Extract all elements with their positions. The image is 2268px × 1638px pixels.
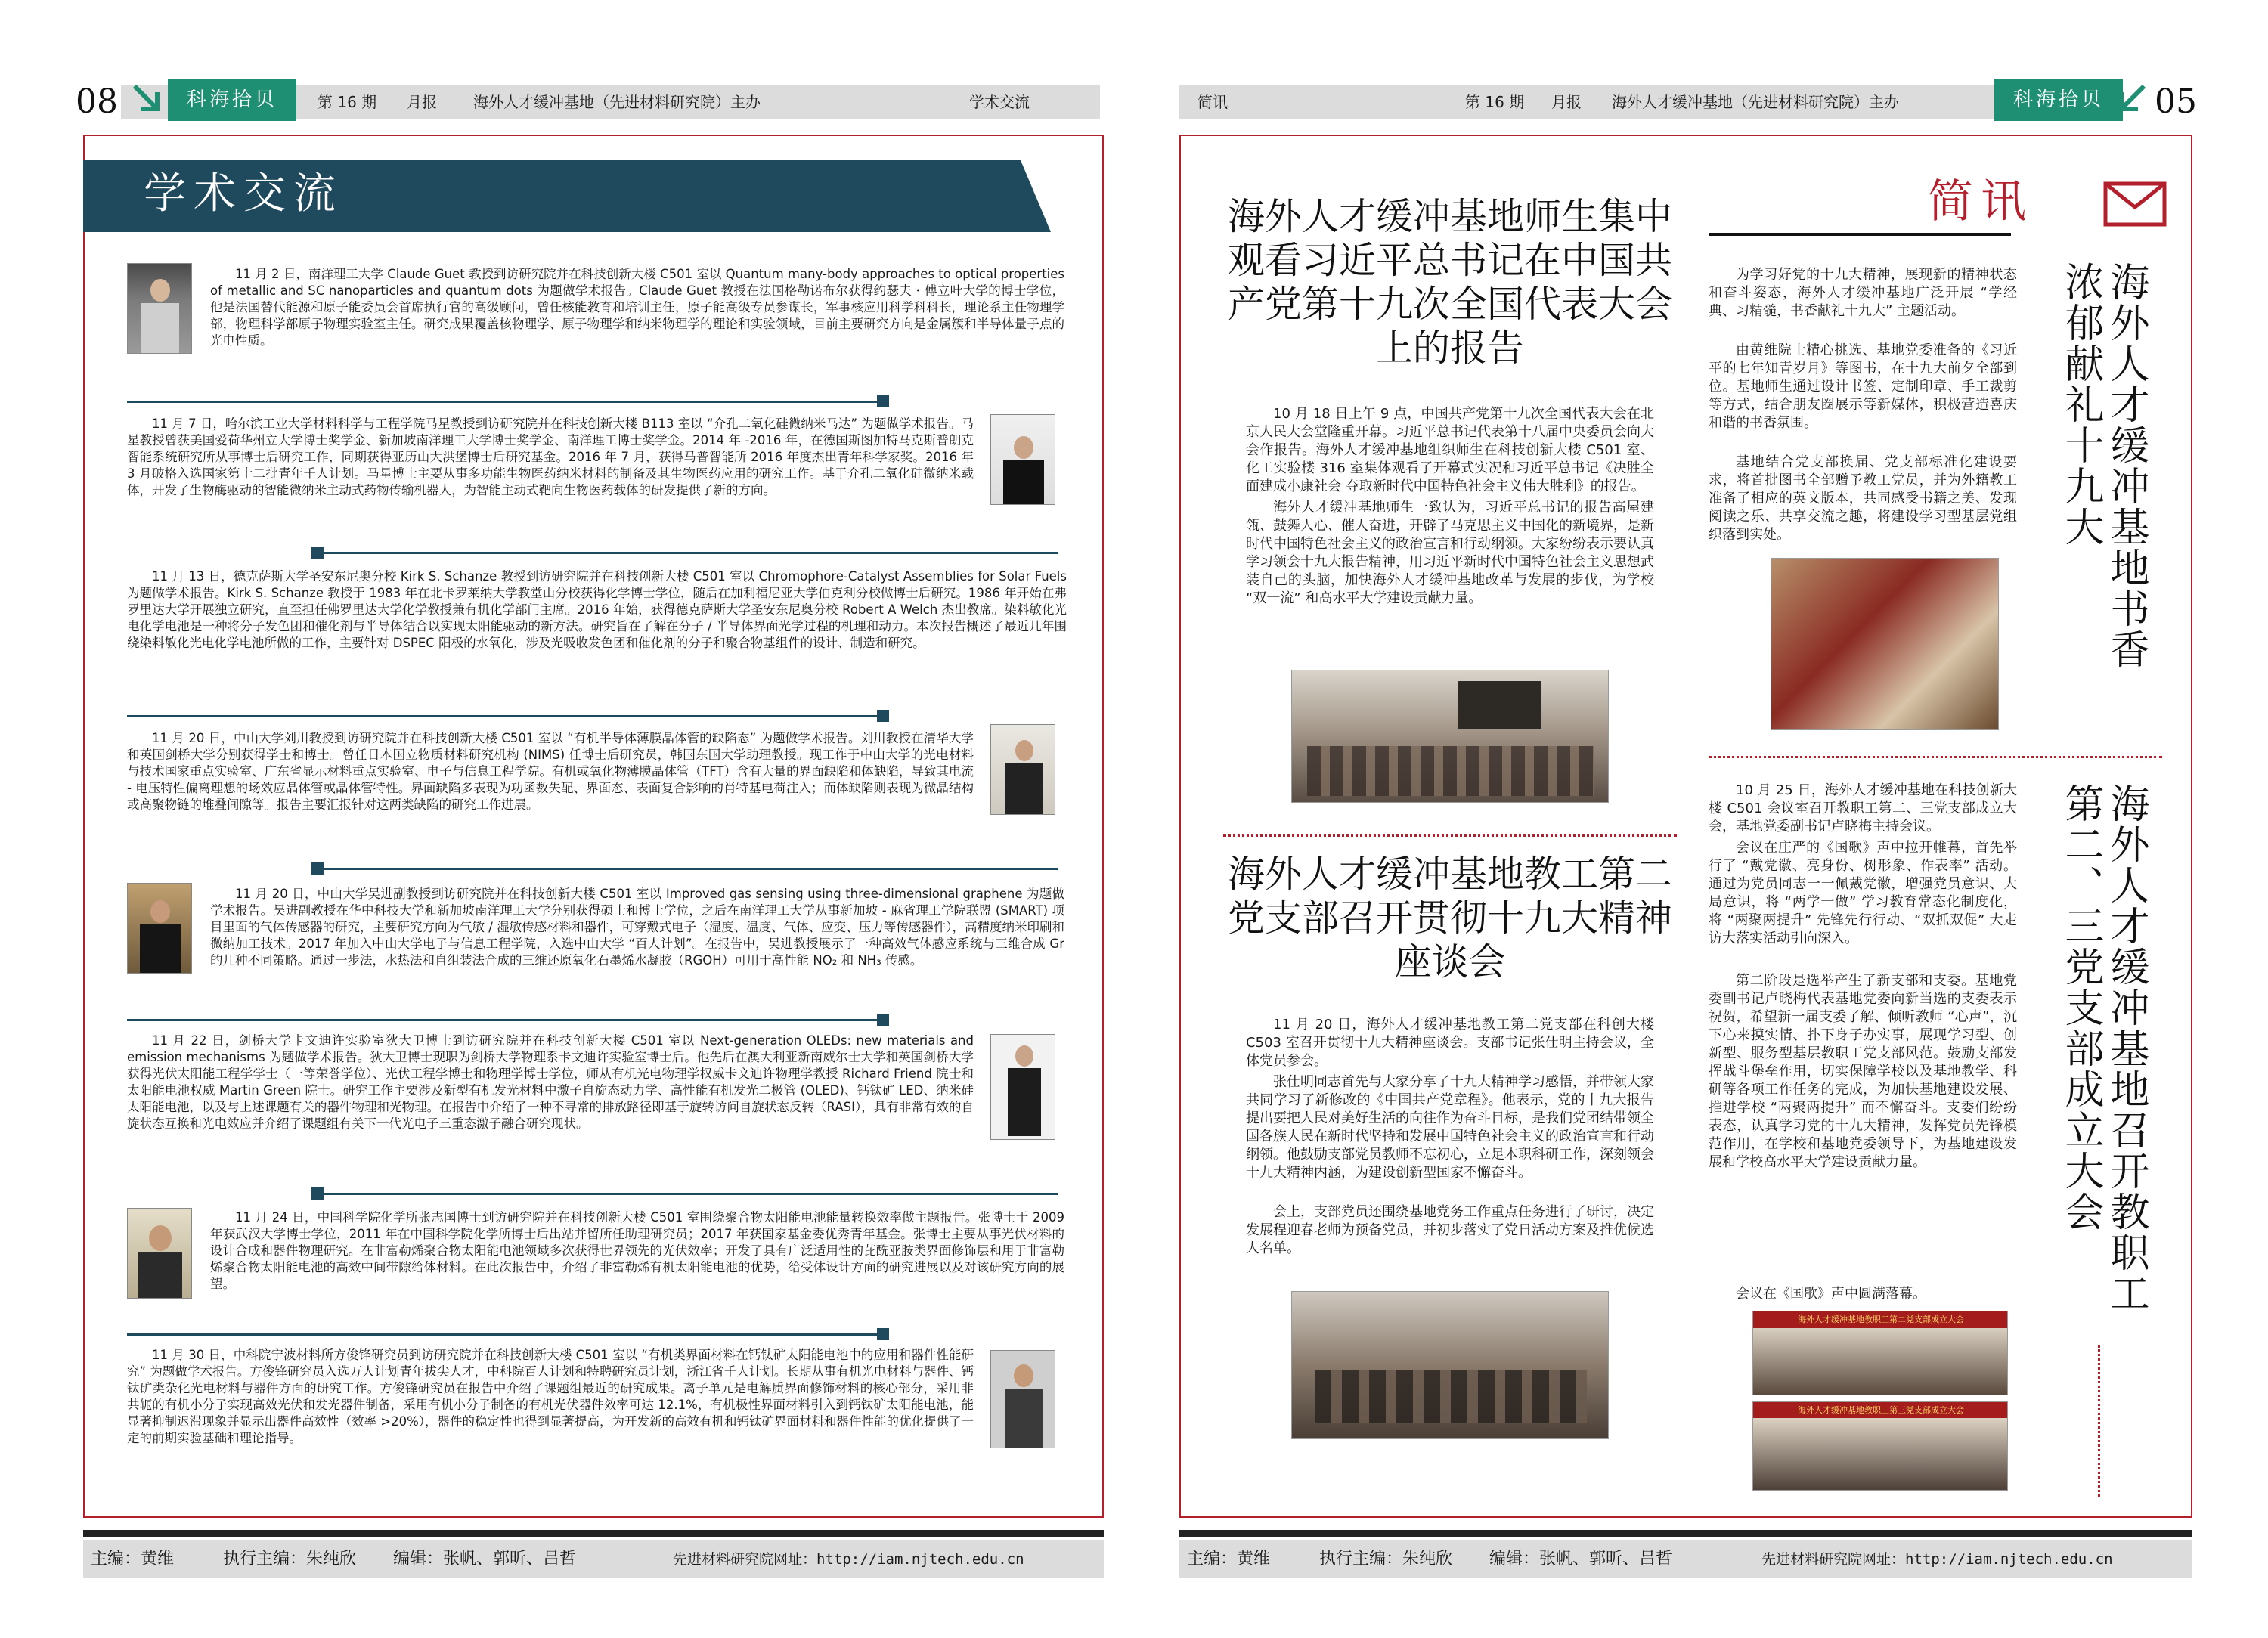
arrow-down-right-icon [129, 80, 165, 116]
left-footer [83, 1540, 1104, 1578]
divider-square [877, 1328, 889, 1340]
left-issue: 第 16 期 [318, 93, 377, 111]
right-brand: 科海拾贝 [1994, 79, 2123, 121]
right-type: 月报 [1551, 93, 1582, 111]
article2-para: 基地结合党支部换届、党支部标准化建设要求，将首批图书全部赠予教工党员，并为外籍教工准备了相应的英文版本，共同感受书籍之美、发现阅读之乐、共享交流之趣，将建设学习型基层党组织落到实处。 [1709, 454, 2017, 543]
item-divider [127, 1019, 883, 1021]
left-type: 月报 [407, 93, 437, 111]
left-brand: 科海拾贝 [168, 79, 296, 121]
article2-photo [1771, 558, 1999, 730]
article1-para: 海外人才缓冲基地师生一致认为，习近平总书记的报告高屋建瓴、鼓舞人心、催人奋进，开辟了马克思主义中国化的新境界，是新时代中国特色社会主义的政治宣言和行动纲领。大家纷纷表示要认真学习领会十九大报告精神，用习近平新时代中国特色社会主义思想武装自己的头脑，加快海外人才缓冲基地改革与发展的步伐，为学校 “双一流” 和高水平大学建设贡献力量。 [1246, 500, 1654, 606]
article1-title: 海外人才缓冲基地师生集中观看习近平总书记在中国共产党第十九次全国代表大会上的报告 [1227, 195, 1672, 370]
right-issue: 第 16 期 [1465, 93, 1525, 111]
article4-photo-1 [1752, 1311, 2008, 1395]
speaker-photo [990, 414, 1055, 505]
report-item-7: 11 月 24 日，中国科学院化学所张志国博士到访研究院并在科技创新大楼 C501 室围绕聚合物太阳能电池能量转换效率做主题报告。张博士于 2009 年获武汉大学博士学位，2011 年在中国科学院化学所博士后出站并留所任助理研究员；2017 年获国家基金委优秀青年基金。张博士主要从事光伏材料的设计合成和器件物理研究。在非富勒烯聚合物太阳能电池领域多次获得世界领先的光伏效率；开发了具有广泛适用性的芘酰亚胺类界面修饰层和用于非富勒烯聚合物太阳能电池的高效中间带隙给体材料。在此次报告中，介绍了非富勒烯有机太阳能电池的优势，给受体设计方面的研究进展以及对该研究方向的展望。 [210, 1210, 1064, 1291]
left-footer-rule [83, 1530, 1104, 1537]
right-page [1134, 0, 2268, 1638]
report-item-5: 11 月 20 日，中山大学吴进副教授到访研究院并在科技创新大楼 C501 室以 Improved gas sensing using three-dimensional graphene 为题做学术报告。吴进副教授在华中科技大学和新加坡南洋理工大学分别获得硕士和博士学位，之后在南洋理工大学从事新加坡 - 麻省理工学院联盟 (SMART) 项目里面的气体传感器的研究，主要研究方向为气敏 / 湿敏传感材料和器件，可穿戴式电子（湿度、温度、气体、应变、压力等传感器件），高精度纳米印刷和微纳加工技术。2017 年加入中山大学电子与信息工程学院，入选中山大学 “百人计划”。在报告中，吴进教授展示了一种高效气体感应系统与三维合成 Gr 的几种不同策略。通过一步法，水热法和自组装法合成的三维还原氧化石墨烯水凝胶（RGOH）可用于高性能 NO₂ 和 NH₃ 传感。 [210, 887, 1064, 968]
item-divider [318, 868, 1058, 870]
speaker-photo [990, 1350, 1055, 1448]
article2-para: 由黄维院士精心挑选、基地党委准备的《习近平的七年知青岁月》等图书，在十九大前夕全部到位。基地师生通过设计书签、定制印章、手工裁剪等方式，结合朋友圈展示等新媒体，积极营造喜庆和谐的书香氛围。 [1709, 342, 2017, 431]
report-item-1: 11 月 2 日，南洋理工大学 Claude Guet 教授到访研究院并在科技创新大楼 C501 室以 Quantum many-body approaches to optical properties of metallic and SC nanoparticles and quantum dots 为题做学术报告。Claude Guet 教授在法国格勒诺布尔获得约瑟夫・傅立叶大学的博士学位，他是法国替代能源和原子能委员会首席执行官的高级顾问，曾任核能教育和培训主任，原子能高级专员参谋长，军事核应用科学科科长，理论系主任物理学部，物理科学部原子物理实验室主任。研究成果覆盖核物理学、原子物理学和纳米物理学的理论和实验领域，目前主要研究方向是金属簇和半导体量子点的光电性质。 [210, 267, 1064, 348]
dotted-divider [1709, 756, 2162, 758]
article4-para: 10 月 25 日，海外人才缓冲基地在科技创新大楼 C501 会议室召开教职工第二、三党支部成立大会，基地党委副书记卢晓梅主持会议。 [1709, 782, 2017, 834]
divider-square [877, 710, 889, 722]
speaker-photo [127, 1208, 192, 1299]
corner-title: 简讯 [1928, 175, 2034, 228]
article4-photo-2 [1752, 1401, 2008, 1491]
report-item-4: 11 月 20 日，中山大学刘川教授到访研究院并在科技创新大楼 C501 室以 “有机半导体薄膜晶体管的缺陷态” 为题做学术报告。刘川教授在清华大学和英国剑桥大学分别获得学士和博士。曾任日本国立物质材料研究机构 (NIMS) 任博士后研究员，韩国东国大学助理教授。现工作于中山大学的光电材料与技术国家重点实验室、广东省显示材料重点实验室、电子与信息工程学院。有机或氧化物薄膜晶体管（TFT）含有大量的界面缺陷和体缺陷，导致其电流 - 电压特性偏离理想的场效应晶体管或晶体管特性。界面缺陷多表现为功函数失配、界面态、表面复合影响的肖特基电荷注入；而体缺陷则表现为微晶结构或高聚物链的堆叠间隙等。报告主要汇报针对这两类缺陷的研究工作进展。 [127, 731, 974, 812]
left-sponsor: 海外人才缓冲基地（先进材料研究院）主办 [473, 93, 761, 111]
speaker-photo [990, 1034, 1055, 1140]
dotted-divider [2098, 1345, 2100, 1497]
report-item-3: 11 月 13 日，德克萨斯大学圣安东尼奥分校 Kirk S. Schanze 教授到访研究院并在科技创新大楼 C501 室以 Chromophore-Catalyst Assemblies for Solar Fuels 为题做学术报告。Kirk S. Schanze 教授于 1983 年在北卡罗莱纳大学教堂山分校获得化学博士学位，随后在加利福尼亚大学伯克利分校做博士后研究。1986 年开始在弗罗里达大学开展独立研究，直至担任佛罗里达大学化学教授兼有机化学部门主席。2016 年始，获得德克萨斯大学圣安东尼奥分校 Robert A Welch 杰出教席。染料敏化光电化学电池是一种将分子发色团和催化剂与半导体结合以实现太阳能驱动的新方法。研究旨在了解在分子 / 半导体界面光学过程的机理和动力。本次报告概述了最近几年围绕染料敏化光电化学电池所做的工作，主要针对 DSPEC 阳极的水氧化，涉及光吸收发色团和催化剂的分子和聚合物基组件的设计、制造和研究。 [127, 569, 1067, 650]
report-item-6: 11 月 22 日，剑桥大学卡文迪许实验室狄大卫博士到访研究院并在科技创新大楼 C501 室以 Next-generation OLEDs: new materials and emission mechanisms 为题做学术报告。狄大卫博士现职为剑桥大学物理系卡文迪许实验室博士后。他先后在澳大利亚新南威尔士大学和英国剑桥大学获得光伏太阳能工程学学士（一等荣誉学位）、光伏工程学博士和物理学博士学位，师从有机光电物理学权威卡文迪许物理学教授 Richard Friend 院士和太阳能电池权威 Martin Green 院士。研究工作主要涉及新型有机发光材料中激子自旋态动力学、高性能有机发光二极管 (OLED)、钙钛矿 LED、纳米硅太阳能电池，以及与上述课题有关的器件物理和光物理。在报告中介绍了一种不寻常的排放路径即基于旋转访问自旋状态反转（RASI），具有非常有效的自旋状态互换和光电效应并介绍了课题组有关下一代光电子三重态激子融合研究现状。 [127, 1033, 974, 1131]
speaker-photo [127, 883, 192, 974]
dotted-divider [1223, 834, 1677, 837]
right-page-number: 05 [2155, 82, 2197, 121]
right-footer [1179, 1540, 2192, 1578]
report-item-2: 11 月 7 日，哈尔滨工业大学材料科学与工程学院马星教授到访研究院并在科技创新大楼 B113 室以 “介孔二氧化硅微纳米马达” 为题做学术报告。马星教授曾获美国爱荷华州立大学博士奖学金、新加坡南洋理工大学博士奖学金、南洋理工博士奖学金。2014 年 -2016 年，在德国斯图加特马克斯普朗克智能系统研究所从事博士后研究工作，同期获得亚历山大洪堡博士后研究基金。2016 年 7 月，获得马普智能所 2016 年度杰出青年科学家奖。2016 年 3 月破格入选国家第十二批青年千人计划。马星博士主要从事多功能生物医药纳米材料的制备及其生物医药应用的研究工作。基于介孔二氧化硅微纳米载体，开发了生物酶驱动的智能微纳米主动式药物传输机器人，为智能主动式靶向生物医药载体的研发提供了新的方向。 [127, 416, 974, 497]
item-divider [127, 1333, 883, 1336]
article1-photo [1291, 670, 1609, 803]
left-footer-editor: 主编：黄维 [91, 1550, 175, 1568]
photo-banner-caption: 海外人才缓冲基地教职工第三党支部成立大会 [1798, 1405, 1964, 1415]
left-footer-editors: 编辑：张帆、郭昕、吕哲 [393, 1550, 577, 1568]
divider-square [311, 1187, 324, 1200]
article4-title: 海外人才缓冲基地召开教职工第二、三党支部成立大会 [2058, 783, 2149, 1314]
item-divider [318, 1193, 1058, 1195]
envelope-icon [2103, 181, 2167, 227]
item-divider [127, 715, 883, 717]
left-footer-exec: 执行主编：朱纯欣 [223, 1550, 357, 1568]
article3-para: 会上，支部党员还围绕基地党务工作重点任务进行了研讨，决定发展程迎春老师为预备党员，并初步落实了党日活动方案及推优候选人名单。 [1246, 1204, 1654, 1256]
item-divider [318, 552, 1058, 554]
article2-title: 海外人才缓冲基地书香浓郁献礼十九大 [2058, 262, 2149, 670]
speaker-photo [990, 724, 1055, 815]
article4-para: 第二阶段是选举产生了新支部和支委。基地党委副书记卢晓梅代表基地党委向新当选的支委表示祝贺，希望新一届支委了解、倾听教师 “心声”，沉下心来摸实情、扑下身子办实事，展现学习型、创新型、服务型基层教职工党支部风范。鼓励支部发挥战斗堡垒作用，切实保障学校以及基地教学、科研等各项工作任务的完成，为加快基地建设发展、推进学校 “两聚两提升” 而不懈奋斗。支委们纷纷表态，认真学习党的十九大精神，发挥党员先锋模范作用，在学校和基地党委领导下，为基地建设发展和学校高水平大学建设贡献力量。 [1709, 973, 2017, 1170]
divider-square [311, 547, 324, 559]
right-footer-exec: 执行主编：朱纯欣 [1319, 1550, 1453, 1568]
article3-photo [1291, 1291, 1609, 1439]
report-item-8: 11 月 30 日，中科院宁波材料所方俊锋研究员到访研究院并在科技创新大楼 C501 室以 “有机类界面材料在钙钛矿太阳能电池中的应用和器件性能研究” 为题做学术报告。方俊锋研究员入选万人计划青年拔尖人才，中科院百人计划和特聘研究员计划，浙江省千人计划。长期从事有机光电材料与器件、钙钛矿类杂化光电材料与器件方面的研究工作。方俊锋研究员在报告中介绍了课题组最近的研究成果。离子单元是电解质界面修饰材料的核心部分，采用非共轭的有机小分子实现高效光伏和发光器件制备，采用有机小分子制备的有机光伏器件效率可达 12.1%，有机极性界面材料引入到钙钛矿太阳能电池，能显著抑制迟滞现象并显示出器件高效性（效率 >20%），器件的稳定性也得到显著提高，为开发新的高效有机和钙钛矿界面材料和器件性能的优化提供了一定的前期实验基础和理论指导。 [127, 1348, 974, 1445]
divider-square [877, 1014, 889, 1026]
section-banner-title: 学术交流 [144, 169, 343, 218]
right-section: 简讯 [1198, 93, 1228, 111]
article4-para: 会议在《国歌》声中圆满落幕。 [1736, 1286, 1926, 1302]
article3-title: 海外人才缓冲基地教工第二党支部召开贯彻十九大精神座谈会 [1227, 853, 1672, 983]
left-section: 学术交流 [969, 93, 1030, 111]
arrow-down-left-icon [2114, 80, 2150, 116]
article3-para: 11 月 20 日，海外人才缓冲基地教工第二党支部在科创大楼 C503 室召开贯彻十九大精神座谈会。支部书记张仕明主持会议，全体党员参会。 [1246, 1017, 1654, 1069]
right-footer-site[interactable]: 先进材料研究院网址：http://iam.njtech.edu.cn [1761, 1551, 2113, 1568]
right-footer-editors: 编辑：张帆、郭昕、吕哲 [1489, 1550, 1673, 1568]
divider-square [877, 395, 889, 407]
left-page-number: 08 [76, 82, 118, 121]
item-divider [127, 401, 883, 403]
header-rule [1709, 233, 2011, 236]
article2-para: 为学习好党的十九大精神，展现新的精神状态和奋斗姿态，海外人才缓冲基地广泛开展 “学经典、习精髓，书香献礼十九大” 主题活动。 [1709, 267, 2017, 319]
speaker-photo [127, 263, 192, 354]
photo-banner-caption: 海外人才缓冲基地教职工第二党支部成立大会 [1798, 1314, 1964, 1324]
right-footer-editor: 主编：黄维 [1187, 1550, 1271, 1568]
article3-para: 张仕明同志首先与大家分享了十九大精神学习感悟，并带领大家共同学习了新修改的《中国共产党章程》。他表示，党的十九大报告提出要把人民对美好生活的向往作为奋斗目标，是我们党团结带领全国各族人民在新时代坚持和发展中国特色社会主义的政治宣言和行动纲领。他鼓励支部党员教师不忘初心，立足本职科研工作，深刻领会十九大精神内涵，为建设创新型国家不懈奋斗。 [1246, 1074, 1654, 1181]
article1-para: 10 月 18 日上午 9 点，中国共产党第十九次全国代表大会在北京人民大会堂隆重开幕。习近平总书记代表第十八届中央委员会向大会作报告。海外人才缓冲基地组织师生在科技创新大楼 C501 室、化工实验楼 316 室集体观看了开幕式实况和习近平总书记《决胜全面建成小康社会 夺取新时代中国特色社会主义伟大胜利》的报告。 [1246, 406, 1654, 494]
left-footer-site[interactable]: 先进材料研究院网址：http://iam.njtech.edu.cn [673, 1551, 1024, 1568]
right-header-bar [1179, 85, 2079, 119]
right-sponsor: 海外人才缓冲基地（先进材料研究院）主办 [1612, 93, 1899, 111]
article4-para: 会议在庄严的《国歌》声中拉开帷幕，首先举行了 “戴党徽、亮身份、树形象、作表率” 活动。通过为党员同志一一佩戴党徽，增强党员意识、大局意识，将 “两学一做” 学习教育常态化制度化，将 “两聚两提升” 先锋先行行动、“双抓双促” 大走访大落实活动引向深入。 [1709, 840, 2017, 946]
divider-square [311, 862, 324, 875]
right-footer-rule [1179, 1530, 2192, 1537]
